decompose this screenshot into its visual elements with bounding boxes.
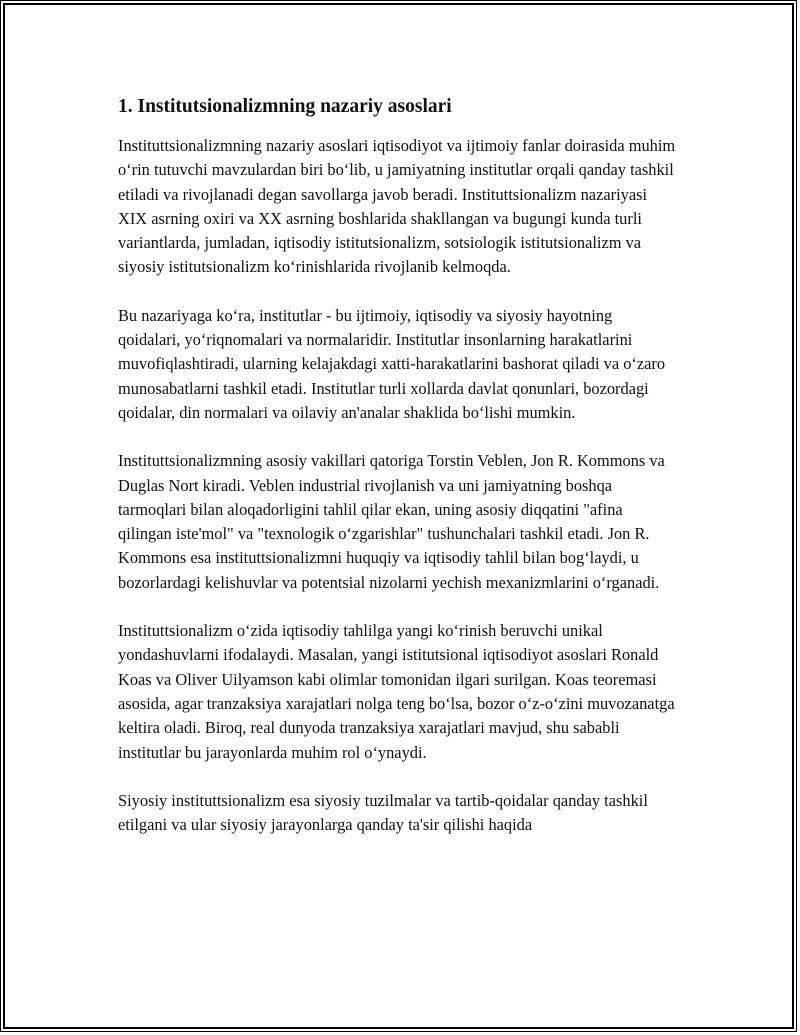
section-heading: 1. Institutsionalizmning nazariy asoslari <box>118 96 452 117</box>
paragraph-4: Instituttsionalizm o‘zida iqtisodiy tahlilga yangi ko‘rinish beruvchi unikal yondashuvlarni ifodalaydi. Masalan, yangi istitutsional iqtisodiyot asoslari Ronald Koas va Oliver Uilyamson kabi olimlar tomonidan ilgari surilgan. Koas teoremasi asosida, agar tranzaksiya xarajatlari nolga teng bo‘lsa, bozor o‘z-o‘zini muvozanatga keltira oladi. Biroq, real dunyoda tranzaksiya xarajatlari mavjud, shu sababli institutlar bu jarayonlarda muhim rol o‘ynaydi. <box>118 621 675 762</box>
paragraph-3: Instituttsionalizmning asosiy vakillari qatoriga Torstin Veblen, Jon R. Kommons va Duglas Nort kiradi. Veblen industrial rivojlanish va uni jamiyatning boshqa tarmoqlari bilan aloqadorligini tahlil qilar ekan, uning asosiy diqqatini "afina qilingan iste'mol" va "texnologik o‘zgarishlar" tushunchalari tashkil etadi. Jon R. Kommons esa instituttsionalizmni huquqiy va iqtisodiy tahlil bilan bog‘laydi, u bozorlardagi kelishuvlar va potentsial nizolarni yechish mexanizmlarini o‘rganadi. <box>118 451 665 592</box>
paragraph-5: Siyosiy instituttsionalizm esa siyosiy tuzilmalar va tartib-qoidalar qanday tashkil etilgani va ular siyosiy jarayonlarga qanday ta'sir qilishi haqida <box>118 790 648 835</box>
paragraph-1: Instituttsionalizmning nazariy asoslari iqtisodiyot va ijtimoiy fanlar doirasida muhim o‘rin tutuvchi mavzulardan biri bo‘lib, u jamiyatning institutlar orqali qanday tashkil etiladi va rivojlanadi degan savollarga javob beradi. Instituttsionalizm nazariyasi XIX asrning oxiri va XX asrning boshlarida shakllangan va bugungi kunda turli variantlarda, jumladan, iqtisodiy istitutsionalizm, sotsiologik istitutsionalizm va siyosiy istitutsionalizm ko‘rinishlarida rivojlanib kelmoqda. <box>118 136 676 277</box>
paragraph-2: Bu nazariyaga ko‘ra, institutlar - bu ijtimoiy, iqtisodiy va siyosiy hayotning qoidalari, yo‘riqnomalari va normalaridir. Institutlar insonlarning harakatlarini muvofiqlashtiradi, ularning kelajakdagi xatti-harakatlarini bashorat qiladi va o‘zaro munosabatlarni tashkil etadi. Institutlar turli xollarda davlat qonunlari, bozordagi qoidalar, din normalari va oilaviy an'analar shaklida bo‘lishi mumkin. <box>118 305 666 422</box>
document-body <box>118 94 678 861</box>
